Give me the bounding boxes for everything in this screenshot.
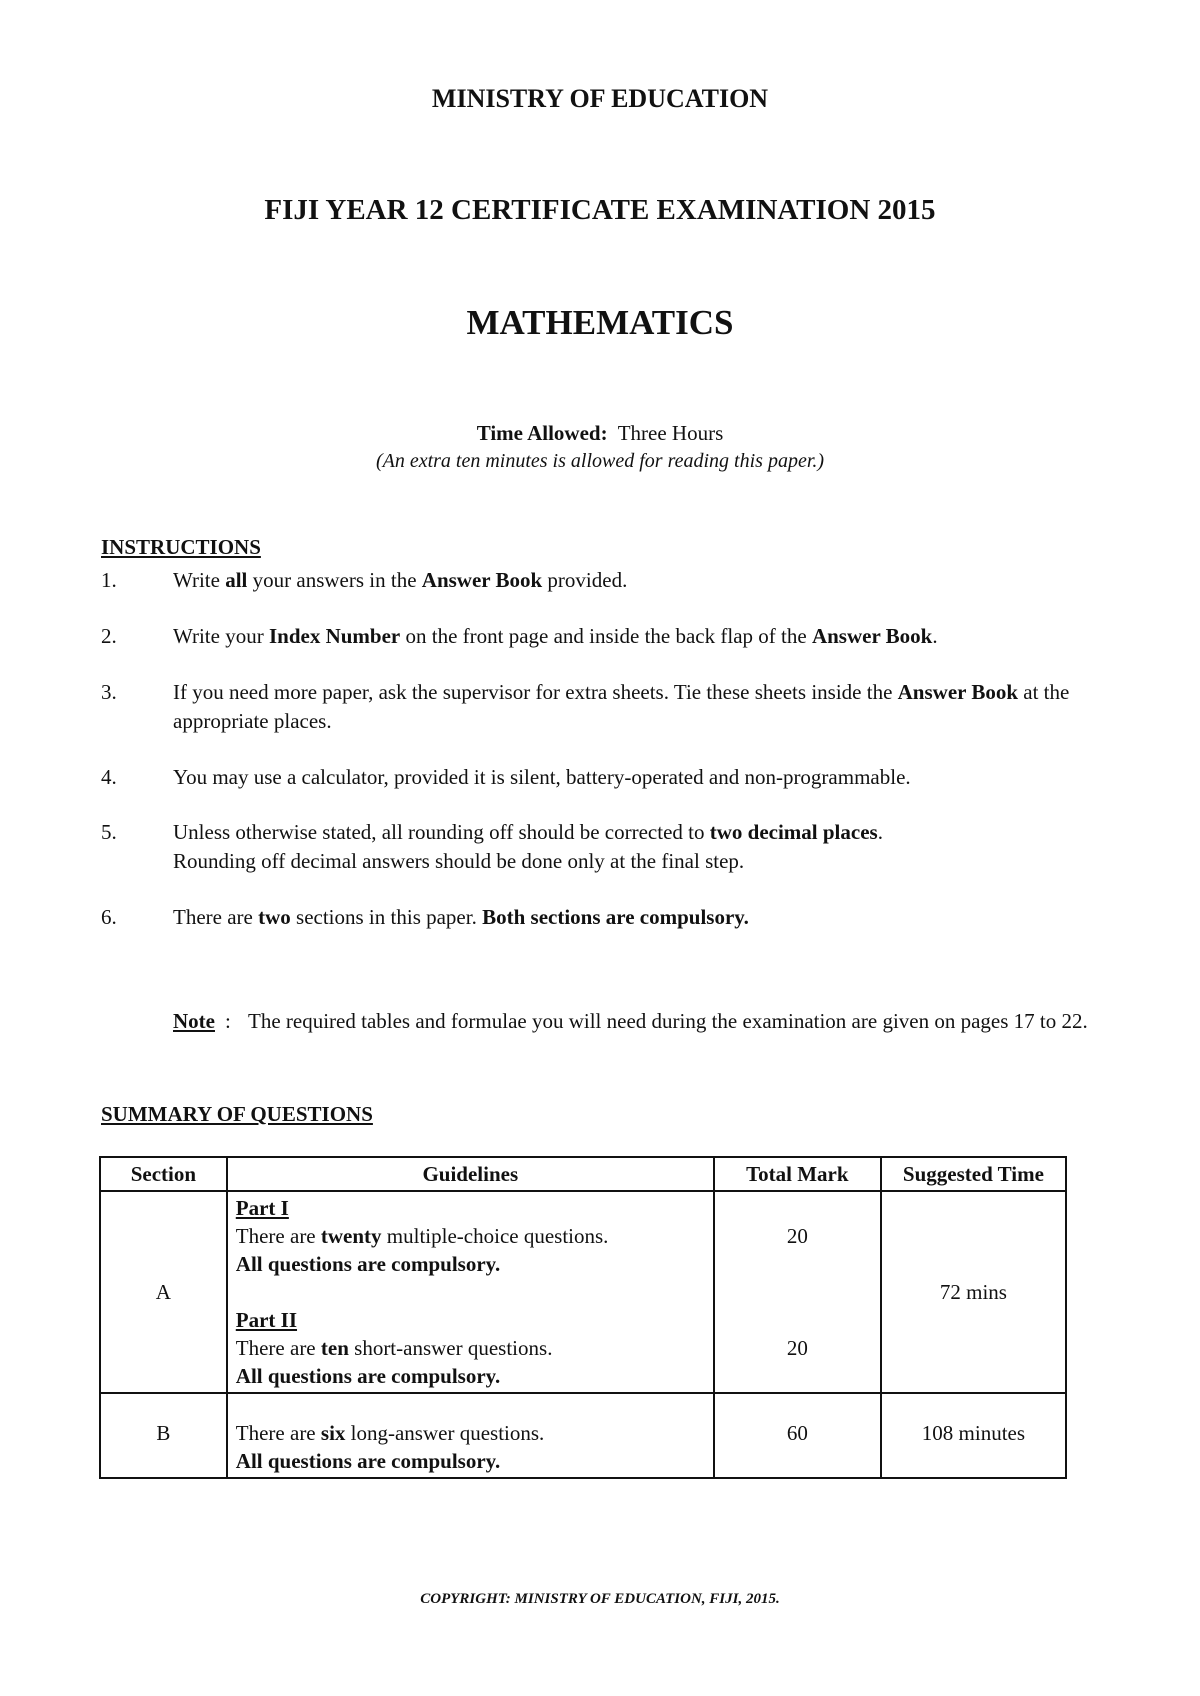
instruction-text: There are two sections in this paper. Both sections are compulsory. [173, 905, 749, 929]
instruction-text: You may use a calculator, provided it is silent, battery-operated and non-programmable. [173, 765, 911, 789]
instruction-text: Write all your answers in the Answer Book provided. [173, 568, 628, 592]
instruction-text: If you need more paper, ask the supervisor for extra sheets. Tie these sheets inside the Answer Book at the appropriate places. [173, 680, 1070, 733]
instruction-item [101, 903, 1111, 932]
mark-value: 20 [786, 1224, 808, 1248]
instruction-item [101, 622, 1111, 651]
ministry-title: MINISTRY OF EDUCATION [431, 84, 769, 113]
column-header-section: Section [100, 1157, 227, 1191]
instruction-item [101, 566, 1111, 595]
column-header-total-mark: Total Mark [714, 1157, 881, 1191]
instructions-heading: INSTRUCTIONS [101, 535, 261, 559]
time-allowed-value: Three Hours [617, 421, 724, 445]
compulsory-note: All questions are compulsory. [235, 1252, 501, 1276]
part-title: Part II [235, 1308, 298, 1332]
section-cell: A [100, 1191, 227, 1393]
instruction-number: 1. [101, 568, 117, 592]
instruction-number: 6. [101, 905, 117, 929]
exam-title: FIJI YEAR 12 CERTIFICATE EXAMINATION 2015 [264, 194, 936, 226]
summary-table [99, 1156, 1067, 1479]
table-row [100, 1191, 1066, 1393]
instruction-text: Unless otherwise stated, all rounding off should be corrected to two decimal places. Rounding off decimal answers should be done only at the final step. [173, 820, 883, 873]
copyright-footer: COPYRIGHT: MINISTRY OF EDUCATION, FIJI, 2015. [420, 1591, 780, 1607]
column-header-suggested-time: Suggested Time [881, 1157, 1066, 1191]
instruction-item [101, 678, 1111, 736]
instruction-text: Write your Index Number on the front page and inside the back flap of the Answer Book. [173, 624, 938, 648]
instruction-number: 4. [101, 765, 117, 789]
time-allowed-label: Time Allowed: [476, 421, 608, 445]
instruction-item [101, 763, 1111, 792]
column-header-guidelines: Guidelines [227, 1157, 714, 1191]
guideline-line: There are ten short-answer questions. [235, 1336, 553, 1360]
guideline-line: There are twenty multiple-choice questions. [235, 1224, 609, 1248]
subject-title: MATHEMATICS [466, 303, 734, 342]
instruction-number: 5. [101, 820, 117, 844]
suggested-time-cell: 72 mins [881, 1191, 1066, 1393]
guidelines-cell [227, 1393, 714, 1478]
total-mark-cell [714, 1191, 881, 1393]
part-title: Part I [235, 1196, 289, 1220]
instruction-number: 2. [101, 624, 117, 648]
guideline-line: There are six long-answer questions. [235, 1421, 545, 1445]
total-mark-cell: 60 [714, 1393, 881, 1478]
compulsory-note: All questions are compulsory. [235, 1364, 501, 1388]
note-text: The required tables and formulae you will need during the examination are given on pages 17 to 22. [248, 1009, 1088, 1033]
suggested-time-cell: 108 minutes [881, 1393, 1066, 1478]
instruction-item [101, 818, 1111, 876]
table-header-row [100, 1157, 1066, 1191]
compulsory-note: All questions are compulsory. [235, 1449, 501, 1473]
reading-time-note: (An extra ten minutes is allowed for reading this paper.) [375, 450, 825, 472]
guidelines-cell [227, 1191, 714, 1393]
section-cell: B [100, 1393, 227, 1478]
note: Note : The required tables and formulae you will need during the examination are given on pages 17 to 22. [173, 1007, 1093, 1036]
summary-heading: SUMMARY OF QUESTIONS [101, 1102, 373, 1126]
time-allowed [0, 421, 1200, 446]
instruction-number: 3. [101, 680, 117, 704]
mark-value: 20 [786, 1336, 808, 1360]
note-label: Note [173, 1009, 215, 1033]
table-row [100, 1393, 1066, 1478]
